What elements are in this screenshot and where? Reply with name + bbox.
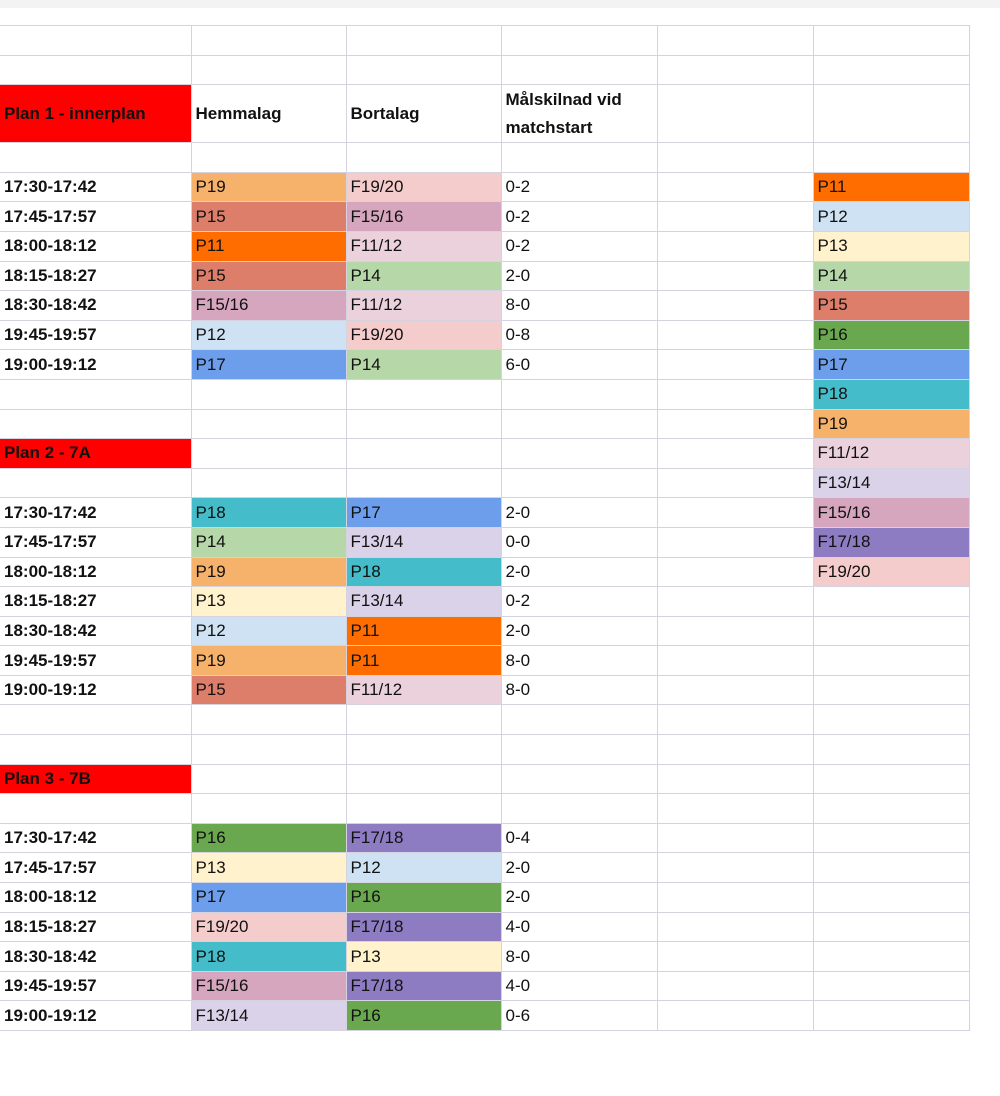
empty-cell[interactable] [657,1001,813,1031]
empty-cell[interactable] [657,320,813,350]
empty-cell[interactable] [657,379,813,409]
home-team-cell[interactable]: P18 [191,942,346,972]
goal-diff-cell[interactable]: 6-0 [501,350,657,380]
empty-cell[interactable] [0,143,191,173]
table-row [0,468,969,498]
home-team-cell[interactable]: P16 [191,823,346,853]
header-away-cell[interactable]: Bortalag [346,85,501,143]
legend-color-cell[interactable]: P15 [813,291,969,321]
header-goal-diff-cell[interactable]: Målskilnad vid matchstart [501,85,657,143]
empty-cell[interactable] [657,55,813,85]
match-time-cell[interactable]: 19:00-19:12 [0,1001,191,1031]
empty-cell[interactable] [657,764,813,794]
away-team-cell[interactable]: F11/12 [346,231,501,261]
away-team-cell[interactable]: F19/20 [346,320,501,350]
away-team-cell[interactable]: P16 [346,1001,501,1031]
goal-diff-cell[interactable]: 8-0 [501,675,657,705]
table-row [0,350,969,380]
match-time-cell[interactable]: 18:30-18:42 [0,291,191,321]
home-team-cell[interactable]: P13 [191,853,346,883]
empty-cell[interactable] [657,735,813,765]
empty-cell[interactable] [813,1001,969,1031]
table-row [0,557,969,587]
empty-cell[interactable] [813,675,969,705]
table-row [0,261,969,291]
table-row [0,320,969,350]
empty-cell[interactable] [0,409,191,439]
empty-cell[interactable] [501,55,657,85]
match-time-cell[interactable]: 18:30-18:42 [0,616,191,646]
goal-diff-cell[interactable]: 4-0 [501,971,657,1001]
table-row [0,172,969,202]
table-row [0,971,969,1001]
table-row [0,231,969,261]
match-time-cell[interactable]: 19:00-19:12 [0,675,191,705]
empty-cell[interactable] [657,646,813,676]
home-team-cell[interactable]: P15 [191,202,346,232]
empty-cell[interactable] [346,439,501,469]
match-time-cell[interactable]: 19:45-19:57 [0,971,191,1001]
empty-cell[interactable] [346,26,501,56]
empty-cell[interactable] [501,468,657,498]
empty-cell[interactable] [657,498,813,528]
empty-cell[interactable] [501,794,657,824]
home-team-cell[interactable]: P12 [191,616,346,646]
away-team-cell[interactable]: P11 [346,616,501,646]
empty-cell[interactable] [346,764,501,794]
table-row [0,85,969,143]
away-team-cell[interactable]: F19/20 [346,172,501,202]
legend-color-cell[interactable]: P12 [813,202,969,232]
empty-cell[interactable] [657,794,813,824]
empty-cell[interactable] [813,705,969,735]
home-team-cell[interactable]: P13 [191,587,346,617]
legend-color-cell[interactable]: F11/12 [813,439,969,469]
legend-color-cell[interactable]: P19 [813,409,969,439]
away-team-cell[interactable]: P11 [346,646,501,676]
empty-cell[interactable] [813,735,969,765]
empty-cell[interactable] [657,350,813,380]
empty-cell[interactable] [813,85,969,143]
away-team-cell[interactable]: P12 [346,853,501,883]
table-row [0,1001,969,1031]
home-team-cell[interactable]: P17 [191,350,346,380]
goal-diff-cell[interactable]: 0-8 [501,320,657,350]
away-team-cell[interactable]: P17 [346,498,501,528]
home-team-cell[interactable]: P19 [191,172,346,202]
legend-color-cell[interactable]: F19/20 [813,557,969,587]
empty-cell[interactable] [813,971,969,1001]
header-home-cell[interactable]: Hemmalag [191,85,346,143]
goal-diff-cell[interactable]: 2-0 [501,616,657,646]
schedule-spreadsheet [0,25,970,1031]
match-time-cell[interactable]: 19:45-19:57 [0,646,191,676]
away-team-cell[interactable]: P18 [346,557,501,587]
empty-cell[interactable] [191,735,346,765]
table-row [0,409,969,439]
table-row [0,764,969,794]
empty-cell[interactable] [657,675,813,705]
empty-cell[interactable] [657,823,813,853]
empty-cell[interactable] [813,26,969,56]
match-time-cell[interactable]: 17:45-17:57 [0,853,191,883]
table-row [0,498,969,528]
empty-cell[interactable] [813,942,969,972]
goal-diff-cell[interactable]: 2-0 [501,498,657,528]
table-row [0,912,969,942]
empty-cell[interactable] [191,439,346,469]
home-team-cell[interactable]: P18 [191,498,346,528]
empty-cell[interactable] [0,735,191,765]
match-time-cell[interactable]: 18:15-18:27 [0,261,191,291]
empty-cell[interactable] [813,616,969,646]
away-team-cell[interactable]: F17/18 [346,823,501,853]
empty-cell[interactable] [346,55,501,85]
empty-cell[interactable] [0,379,191,409]
match-time-cell[interactable]: 17:30-17:42 [0,172,191,202]
empty-cell[interactable] [191,379,346,409]
goal-diff-cell[interactable]: 2-0 [501,261,657,291]
table-row [0,202,969,232]
table-row [0,942,969,972]
home-team-cell[interactable]: P11 [191,231,346,261]
away-team-cell[interactable]: F17/18 [346,971,501,1001]
legend-color-cell[interactable]: F15/16 [813,498,969,528]
empty-cell[interactable] [346,143,501,173]
empty-cell[interactable] [657,439,813,469]
match-time-cell[interactable]: 17:45-17:57 [0,202,191,232]
empty-cell[interactable] [191,26,346,56]
empty-cell[interactable] [657,587,813,617]
table-row [0,823,969,853]
match-time-cell[interactable]: 19:00-19:12 [0,350,191,380]
table-row [0,705,969,735]
empty-cell[interactable] [0,55,191,85]
empty-cell[interactable] [657,527,813,557]
home-team-cell[interactable]: P14 [191,527,346,557]
empty-cell[interactable] [813,794,969,824]
goal-diff-cell[interactable]: 4-0 [501,912,657,942]
home-team-cell[interactable]: P15 [191,675,346,705]
goal-diff-cell[interactable]: 2-0 [501,883,657,913]
empty-cell[interactable] [346,409,501,439]
home-team-cell[interactable]: P12 [191,320,346,350]
match-time-cell[interactable]: 18:00-18:12 [0,883,191,913]
home-team-cell[interactable]: P19 [191,557,346,587]
goal-diff-cell[interactable]: 0-2 [501,231,657,261]
table-row [0,26,969,56]
empty-cell[interactable] [346,468,501,498]
match-time-cell[interactable]: 18:15-18:27 [0,587,191,617]
empty-cell[interactable] [657,616,813,646]
goal-diff-cell[interactable]: 0-2 [501,587,657,617]
goal-diff-cell[interactable]: 0-6 [501,1001,657,1031]
away-team-cell[interactable]: P16 [346,883,501,913]
table-row [0,794,969,824]
home-team-cell[interactable]: P15 [191,261,346,291]
empty-cell[interactable] [346,735,501,765]
match-time-cell[interactable]: 18:30-18:42 [0,942,191,972]
table-row [0,291,969,321]
plan-label-cell[interactable]: Plan 3 - 7B [0,764,191,794]
home-team-cell[interactable]: F15/16 [191,971,346,1001]
empty-cell[interactable] [657,85,813,143]
empty-cell[interactable] [501,764,657,794]
match-time-cell[interactable]: 18:15-18:27 [0,912,191,942]
away-team-cell[interactable]: P14 [346,261,501,291]
empty-cell[interactable] [813,853,969,883]
away-team-cell[interactable]: P14 [346,350,501,380]
empty-cell[interactable] [813,646,969,676]
empty-cell[interactable] [501,26,657,56]
away-team-cell[interactable]: F17/18 [346,912,501,942]
empty-cell[interactable] [501,705,657,735]
goal-diff-cell[interactable]: 8-0 [501,291,657,321]
empty-cell[interactable] [657,557,813,587]
legend-color-cell[interactable]: P13 [813,231,969,261]
empty-cell[interactable] [657,291,813,321]
empty-cell[interactable] [813,55,969,85]
table-row [0,527,969,557]
empty-cell[interactable] [191,143,346,173]
empty-cell[interactable] [813,764,969,794]
empty-cell[interactable] [0,26,191,56]
match-time-cell[interactable]: 19:45-19:57 [0,320,191,350]
table-row [0,675,969,705]
table-row [0,587,969,617]
table-row [0,55,969,85]
empty-cell[interactable] [0,705,191,735]
empty-cell[interactable] [191,55,346,85]
empty-cell[interactable] [0,794,191,824]
goal-diff-cell[interactable]: 2-0 [501,853,657,883]
empty-cell[interactable] [657,971,813,1001]
empty-cell[interactable] [191,764,346,794]
table-row [0,379,969,409]
legend-color-cell[interactable]: F17/18 [813,527,969,557]
empty-cell[interactable] [657,261,813,291]
empty-cell[interactable] [501,143,657,173]
empty-cell[interactable] [657,231,813,261]
empty-cell[interactable] [501,439,657,469]
goal-diff-cell[interactable]: 2-0 [501,557,657,587]
empty-cell[interactable] [657,202,813,232]
empty-cell[interactable] [0,468,191,498]
home-team-cell[interactable]: P19 [191,646,346,676]
empty-cell[interactable] [657,468,813,498]
goal-diff-cell[interactable]: 8-0 [501,646,657,676]
empty-cell[interactable] [191,468,346,498]
goal-diff-cell[interactable]: 0-4 [501,823,657,853]
empty-cell[interactable] [657,409,813,439]
plan-label-cell[interactable]: Plan 1 - innerplan [0,85,191,143]
home-team-cell[interactable]: F13/14 [191,1001,346,1031]
empty-cell[interactable] [657,705,813,735]
empty-cell[interactable] [657,143,813,173]
empty-cell[interactable] [501,735,657,765]
empty-cell[interactable] [813,912,969,942]
away-team-cell[interactable]: F13/14 [346,527,501,557]
home-team-cell[interactable]: F19/20 [191,912,346,942]
empty-cell[interactable] [657,172,813,202]
table-row [0,883,969,913]
legend-color-cell[interactable]: P18 [813,379,969,409]
away-team-cell[interactable]: F11/12 [346,291,501,321]
empty-cell[interactable] [191,794,346,824]
empty-cell[interactable] [501,409,657,439]
empty-cell[interactable] [813,823,969,853]
table-row [0,735,969,765]
legend-color-cell[interactable]: P14 [813,261,969,291]
top-toolbar-strip [0,0,1000,8]
empty-cell[interactable] [657,26,813,56]
home-team-cell[interactable]: P17 [191,883,346,913]
empty-cell[interactable] [657,942,813,972]
away-team-cell[interactable]: F15/16 [346,202,501,232]
empty-cell[interactable] [346,794,501,824]
goal-diff-cell[interactable]: 8-0 [501,942,657,972]
away-team-cell[interactable]: F11/12 [346,675,501,705]
empty-cell[interactable] [657,853,813,883]
legend-color-cell[interactable]: P16 [813,320,969,350]
empty-cell[interactable] [657,883,813,913]
empty-cell[interactable] [813,143,969,173]
legend-color-cell[interactable]: F13/14 [813,468,969,498]
empty-cell[interactable] [501,379,657,409]
match-time-cell[interactable]: 18:00-18:12 [0,557,191,587]
table-row [0,439,969,469]
goal-diff-cell[interactable]: 0-2 [501,172,657,202]
empty-cell[interactable] [191,409,346,439]
table-row [0,853,969,883]
table-row [0,143,969,173]
empty-cell[interactable] [813,883,969,913]
match-time-cell[interactable]: 17:45-17:57 [0,527,191,557]
empty-cell[interactable] [346,705,501,735]
goal-diff-cell[interactable]: 0-0 [501,527,657,557]
home-team-cell[interactable]: F15/16 [191,291,346,321]
match-time-cell[interactable]: 17:30-17:42 [0,823,191,853]
legend-color-cell[interactable]: P11 [813,172,969,202]
table-row [0,646,969,676]
plan-label-cell[interactable]: Plan 2 - 7A [0,439,191,469]
legend-color-cell[interactable]: P17 [813,350,969,380]
away-team-cell[interactable]: F13/14 [346,587,501,617]
table-row [0,616,969,646]
empty-cell[interactable] [346,379,501,409]
away-team-cell[interactable]: P13 [346,942,501,972]
match-time-cell[interactable]: 18:00-18:12 [0,231,191,261]
empty-cell[interactable] [657,912,813,942]
empty-cell[interactable] [813,587,969,617]
empty-cell[interactable] [191,705,346,735]
goal-diff-cell[interactable]: 0-2 [501,202,657,232]
match-time-cell[interactable]: 17:30-17:42 [0,498,191,528]
